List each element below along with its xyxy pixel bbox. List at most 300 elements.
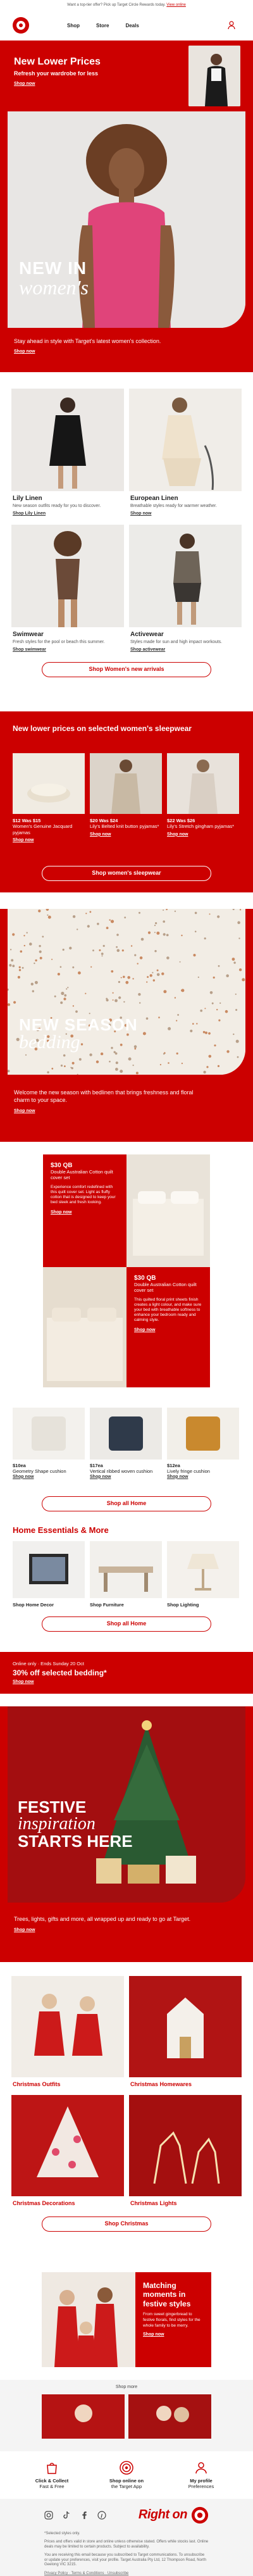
bedding-pattern-dot bbox=[63, 997, 66, 1000]
bedding-pattern-dot bbox=[113, 992, 114, 994]
shop-more-label: Shop more bbox=[115, 2385, 138, 2389]
home-decor-card[interactable] bbox=[13, 1541, 85, 1608]
bedding-pattern-dot bbox=[176, 1053, 178, 1054]
fine-print bbox=[0, 2529, 253, 2576]
bedding-pattern-dot bbox=[225, 1010, 228, 1013]
preheader-text: Want a top-tier offer? Pick up Target Circle Rewards today. bbox=[67, 3, 166, 7]
bedding-pattern-dot bbox=[19, 969, 21, 971]
bedding-pattern-dot bbox=[39, 951, 42, 953]
bedding-pattern-dot bbox=[121, 977, 122, 979]
bedding-pattern-dot bbox=[67, 987, 68, 988]
sleepwear-item-3[interactable] bbox=[167, 753, 239, 842]
bedding-pattern-dot bbox=[233, 961, 235, 963]
bedding-pattern-dot bbox=[204, 1008, 206, 1009]
sale-cta[interactable]: Shop now bbox=[13, 1680, 34, 1684]
cushion-price-3: $12ea bbox=[167, 1463, 180, 1468]
bedding-offers bbox=[0, 1154, 253, 1395]
bedding-pattern-dot bbox=[12, 965, 15, 967]
matching-body: From sweet gingerbread to festive florals, find styles for the whole family to be merry. bbox=[143, 2312, 201, 2328]
bedding-pattern-dot bbox=[181, 989, 184, 992]
cushion-image-1 bbox=[13, 1408, 85, 1460]
bedding-pattern-dot bbox=[132, 978, 133, 979]
sleepwear-desc-3: Lily's Stretch gingham pyjamas* bbox=[167, 823, 235, 830]
cushion-image-2 bbox=[90, 1408, 162, 1460]
european-linen-desc: Breathable styles ready for warmer weather. bbox=[130, 504, 217, 508]
bedding-pattern-dot bbox=[92, 949, 94, 951]
social-icons bbox=[44, 2511, 106, 2520]
bedding-pattern-dot bbox=[118, 996, 121, 999]
bedding-pattern-dot bbox=[90, 966, 92, 968]
sleepwear-desc-1: Women's Genuine Jacquard pyjamas bbox=[13, 823, 73, 835]
home-decor-image bbox=[13, 1541, 85, 1598]
facebook-icon[interactable] bbox=[80, 2511, 89, 2520]
bedding-pattern-dot bbox=[18, 976, 20, 979]
bedding-pattern-dot bbox=[24, 945, 25, 946]
bedding-pattern-dot bbox=[111, 970, 113, 973]
bedding-pattern-dot bbox=[118, 981, 120, 983]
bedding-cta[interactable]: Shop now bbox=[14, 1109, 35, 1114]
fine-print-2: Prices and offers valid in store and online unless otherwise stated. Offers while stocks last. Online deals may be limited to certain products. Subject to availability. bbox=[44, 2540, 209, 2549]
bed-offer-card-1[interactable] bbox=[43, 1154, 126, 1267]
european-linen-link[interactable]: Shop now bbox=[130, 511, 152, 516]
lower-prices-model-image bbox=[188, 46, 240, 106]
festive-cta[interactable]: Shop now bbox=[14, 1928, 35, 1933]
new-in-women-hero[interactable] bbox=[0, 111, 253, 372]
bedding-pattern-dot bbox=[204, 937, 206, 939]
bedding-pattern-dot bbox=[61, 992, 64, 995]
sleepwear-image-3 bbox=[167, 753, 239, 814]
bedding-pattern-dot bbox=[196, 1023, 197, 1024]
bedding-pattern-dot bbox=[190, 1030, 192, 1032]
bedding-pattern-dot bbox=[60, 1001, 63, 1004]
sleepwear-price-1: $12 Was $15 bbox=[13, 818, 41, 823]
furniture-image bbox=[90, 1541, 162, 1598]
women-headline-2: women's bbox=[19, 276, 89, 299]
target-logo-icon[interactable] bbox=[13, 17, 29, 34]
women-body-text: Stay ahead in style with Target's latest women's collection. bbox=[14, 338, 161, 344]
bedding-pattern-dot bbox=[193, 954, 195, 956]
christmas-outfits-image bbox=[11, 1976, 124, 2077]
home-essentials bbox=[0, 1525, 253, 1646]
bedding-pattern-dot bbox=[226, 1050, 229, 1053]
matching-moments[interactable] bbox=[0, 2272, 253, 2367]
european-linen-title: European Linen bbox=[130, 495, 178, 502]
bedding-pattern-dot bbox=[109, 919, 111, 920]
bedding-pattern-dot bbox=[218, 965, 220, 967]
bedding-pattern-dot bbox=[213, 977, 215, 979]
bedding-pattern-dot bbox=[157, 970, 159, 972]
women-headline-1: NEW IN bbox=[19, 258, 87, 278]
profile-icon bbox=[194, 2460, 209, 2475]
lily-linen-link[interactable]: Shop Lily Linen bbox=[13, 511, 46, 516]
service-sub-2: the Target App bbox=[111, 2484, 142, 2490]
lily-linen-desc: New season outfits ready for you to discover. bbox=[13, 504, 101, 508]
festive-body-text: Trees, lights, gifts and more, all wrapped up and ready to go at Target. bbox=[14, 1916, 191, 1922]
bedding-pattern-dot bbox=[89, 1013, 90, 1014]
bed-offer-image-1 bbox=[126, 1154, 210, 1267]
bedding-pattern-dot bbox=[218, 1020, 220, 1022]
bedding-pattern-dot bbox=[25, 1054, 27, 1056]
bedding-pattern-dot bbox=[106, 998, 108, 1000]
bedding-pattern-dot bbox=[143, 1032, 146, 1035]
bedding-sale-banner[interactable] bbox=[0, 1652, 253, 1694]
sleepwear-link-1[interactable]: Shop now bbox=[13, 838, 34, 843]
christmas-outfits-label[interactable]: Christmas Outfits bbox=[13, 2081, 61, 2087]
bedding-pattern-dot bbox=[39, 945, 40, 947]
service-sub-1: Fast & Free bbox=[39, 2484, 65, 2490]
bedding-pattern-dot bbox=[152, 972, 153, 973]
lighting-label[interactable]: Shop Lighting bbox=[167, 1602, 199, 1608]
bedding-pattern-dot bbox=[122, 949, 124, 951]
activewear-link[interactable]: Shop activewear bbox=[130, 647, 166, 653]
bedding-pattern-dot bbox=[22, 967, 24, 969]
bedding-pattern-dot bbox=[237, 921, 240, 924]
bedding-pattern-dot bbox=[161, 972, 164, 975]
bedding-pattern-dot bbox=[115, 1068, 118, 1071]
bedding-pattern-dot bbox=[101, 1053, 103, 1055]
shop-christmas-button[interactable]: Shop Christmas bbox=[42, 2216, 211, 2232]
bedding-pattern-dot bbox=[216, 1009, 218, 1010]
lighting-image bbox=[167, 1541, 239, 1598]
bedding-pattern-dot bbox=[214, 1044, 216, 1046]
bedding-pattern-dot bbox=[219, 1003, 221, 1004]
cushion-desc-3: Lively fringe cushion bbox=[167, 1468, 210, 1475]
bedding-pattern-dot bbox=[10, 949, 11, 950]
product-row-2 bbox=[0, 525, 253, 652]
bedding-pattern-dot bbox=[209, 913, 211, 915]
women-product-grid bbox=[0, 389, 253, 677]
cushion-card-1[interactable] bbox=[13, 1408, 85, 1479]
bedding-pattern-dot bbox=[203, 1031, 206, 1034]
activewear-desc: Styles made for sun and high impact workouts. bbox=[130, 640, 223, 645]
swimwear-title: Swimwear bbox=[13, 631, 44, 639]
nav-link-deals[interactable]: Deals bbox=[125, 22, 139, 28]
view-online-link[interactable]: View online bbox=[166, 3, 186, 7]
bedding-pattern-dot bbox=[73, 1005, 74, 1006]
bedding-pattern-dot bbox=[96, 1061, 99, 1063]
women-cta[interactable]: Shop now bbox=[14, 349, 35, 354]
bedding-pattern-dot bbox=[61, 1065, 63, 1066]
bed-offer-desc-1: Double Australian Cotton quilt cover set bbox=[51, 1169, 113, 1181]
christmas-lights-card[interactable] bbox=[129, 2095, 242, 2210]
christmas-row-1 bbox=[0, 1976, 253, 2091]
bedding-pattern-dot bbox=[71, 1067, 73, 1069]
bedding-pattern-dot bbox=[139, 1002, 140, 1003]
shop-all-home-button[interactable]: Shop all Home bbox=[42, 1496, 211, 1511]
christmas-outfits-card[interactable] bbox=[11, 1976, 124, 2091]
bedding-pattern-dot bbox=[116, 1061, 118, 1064]
bedding-pattern-dot bbox=[235, 994, 237, 995]
bedding-pattern-dot bbox=[240, 909, 241, 910]
bedding-pattern-dot bbox=[163, 990, 166, 993]
bedding-pattern-dot bbox=[154, 950, 156, 952]
fine-print-3: You are receiving this email because you subscribed to Target communications. To unsubscribe or update your preferences, visit your profile. Target Australia Pty Ltd, 12 Thompson Road, North Geelong VIC 3215. bbox=[44, 2553, 206, 2567]
bedding-pattern-dot bbox=[242, 978, 245, 981]
bedding-pattern-dot bbox=[175, 911, 176, 912]
bedding-pattern-dot bbox=[90, 911, 92, 913]
bedding-pattern-dot bbox=[131, 945, 132, 946]
bedding-pattern-dot bbox=[180, 961, 181, 963]
bedding-pattern-dot bbox=[133, 1065, 134, 1066]
bedding-pattern-dot bbox=[120, 1070, 123, 1073]
service-my-profile[interactable] bbox=[176, 2460, 226, 2490]
bedding-pattern-dot bbox=[238, 937, 240, 939]
sleepwear-item-1[interactable] bbox=[13, 753, 85, 842]
pinterest-icon[interactable] bbox=[97, 2511, 106, 2520]
bag-icon bbox=[44, 2460, 59, 2475]
product-row-1 bbox=[0, 389, 253, 516]
bedding-pattern-dot bbox=[48, 916, 51, 919]
bedding-pattern-dot bbox=[116, 934, 119, 936]
shop-more-image-1[interactable] bbox=[42, 2394, 125, 2439]
sale-big-text: 30% off selected bedding* bbox=[13, 1668, 107, 1677]
bedding-pattern-dot bbox=[9, 964, 11, 966]
furniture-card[interactable] bbox=[90, 1541, 162, 1608]
lower-prices-cta[interactable]: Shop now bbox=[14, 82, 35, 86]
swimwear-desc: Fresh styles for the pool or beach this summer. bbox=[13, 640, 105, 645]
footer bbox=[0, 2380, 253, 2576]
service-click-collect[interactable] bbox=[27, 2460, 77, 2490]
lower-prices-hero[interactable] bbox=[0, 41, 253, 111]
bedding-pattern-dot bbox=[117, 949, 120, 953]
bedding-pattern-dot bbox=[166, 956, 170, 960]
bedding-pattern-dot bbox=[20, 951, 23, 953]
home-decor-label[interactable]: Shop Home Decor bbox=[13, 1602, 54, 1608]
bedding-headline-1: NEW SEASON bbox=[19, 1015, 138, 1034]
bedding-pattern-dot bbox=[232, 958, 235, 961]
bedding-pattern-dot bbox=[64, 994, 66, 997]
bed-offer-desc-2: Double Australian Cotton quilt cover set bbox=[134, 1282, 197, 1294]
bedding-pattern-dot bbox=[217, 915, 219, 918]
sleepwear-title: New lower prices on selected women's sleepwear bbox=[13, 724, 192, 733]
activewear-image bbox=[129, 525, 242, 627]
fine-print-links[interactable]: Privacy Policy · Terms & Conditions · Unsubscribe bbox=[44, 2571, 129, 2575]
bedding-pattern-dot bbox=[109, 1061, 111, 1063]
sleepwear-image-2 bbox=[90, 753, 162, 814]
activewear-title: Activewear bbox=[130, 631, 164, 639]
bedding-pattern-dot bbox=[72, 1062, 75, 1065]
sleepwear-section bbox=[0, 711, 253, 892]
bedding-pattern-dot bbox=[75, 1010, 78, 1013]
shop-more-images bbox=[0, 2389, 253, 2439]
sale-small-text: Online only · Ends Sunday 20 Oct bbox=[13, 1661, 84, 1666]
bedding-pattern-dot bbox=[116, 946, 118, 948]
bedding-pattern-dot bbox=[34, 963, 35, 964]
bedding-pattern-dot bbox=[97, 923, 99, 925]
bedding-pattern-dot bbox=[13, 1001, 16, 1004]
bed-offer-body-2: This quilted floral print sheets finish creates a light colour, and make sure your bed with breathable softness to enhance your bedroom ready and calming style. bbox=[134, 1297, 202, 1323]
bedding-pattern-dot bbox=[38, 910, 40, 912]
nav-link-store[interactable]: Store bbox=[96, 22, 109, 28]
service-label-1: Click & Collect bbox=[35, 2478, 69, 2484]
cushion-card-2[interactable] bbox=[90, 1408, 162, 1479]
bedding-pattern-dot bbox=[155, 922, 157, 924]
bedding-pattern-dot bbox=[29, 942, 32, 946]
bedding-pattern-dot bbox=[156, 932, 159, 935]
header-nav bbox=[0, 10, 253, 41]
bedding-pattern-dot bbox=[209, 1055, 212, 1058]
bedding-pattern-dot bbox=[47, 1072, 49, 1073]
bedding-pattern-dot bbox=[128, 1058, 132, 1061]
bedding-pattern-dot bbox=[198, 977, 199, 978]
furniture-label[interactable]: Shop Furniture bbox=[90, 1602, 124, 1608]
bed-offer-cta-2[interactable]: Shop now bbox=[134, 1328, 156, 1333]
bedding-pattern-dot bbox=[11, 959, 13, 961]
bed-offer-card-2[interactable] bbox=[126, 1267, 210, 1387]
swimwear-link[interactable]: Shop swimwear bbox=[13, 647, 46, 653]
sleepwear-item-2[interactable] bbox=[90, 753, 162, 842]
lighting-card[interactable] bbox=[167, 1541, 239, 1608]
shop-sleepwear-button[interactable]: Shop women's sleepwear bbox=[42, 866, 211, 881]
bedding-body-text: Welcome the new season with bedlinen that brings freshness and floral charm to your space. bbox=[14, 1089, 194, 1104]
cushion-desc-1: Geometry Shape cushion bbox=[13, 1468, 66, 1475]
nav-link-shop[interactable]: Shop bbox=[67, 22, 80, 28]
bedding-pattern-dot bbox=[47, 915, 48, 916]
bedding-pattern-dot bbox=[163, 933, 166, 935]
product-card-european-linen[interactable] bbox=[129, 389, 242, 516]
bedding-pattern-dot bbox=[203, 1071, 206, 1073]
bedding-pattern-dot bbox=[153, 979, 155, 981]
bedding-pattern-dot bbox=[27, 932, 28, 934]
bedding-pattern-dot bbox=[195, 912, 197, 915]
service-target-app[interactable] bbox=[101, 2460, 152, 2490]
bedding-pattern-dot bbox=[113, 999, 114, 1001]
new-season-bedding-hero[interactable] bbox=[0, 909, 253, 1142]
christmas-homewares-card[interactable] bbox=[129, 1976, 242, 2091]
bedding-pattern-dot bbox=[85, 993, 86, 994]
product-card-lily-linen[interactable] bbox=[11, 389, 124, 516]
bedding-pattern-dot bbox=[148, 932, 151, 934]
fine-print-1: *Selected styles only. bbox=[44, 2531, 80, 2535]
bedding-pattern-dot bbox=[85, 913, 87, 914]
cushion-price-2: $17ea bbox=[90, 1463, 103, 1468]
social-and-brand-row bbox=[0, 2499, 253, 2529]
bedding-pattern-dot bbox=[87, 925, 90, 927]
bedding-pattern-dot bbox=[182, 1063, 183, 1064]
sleepwear-image-1 bbox=[13, 753, 85, 814]
festive-inspiration-hero[interactable] bbox=[0, 1706, 253, 1962]
cushion-link-1[interactable]: Shop now bbox=[13, 1474, 34, 1479]
bedding-pattern-dot bbox=[102, 955, 103, 956]
bedding-pattern-dot bbox=[218, 1065, 219, 1067]
target-bullseye-logo-icon bbox=[191, 2506, 209, 2524]
lower-prices-title: New Lower Prices bbox=[14, 56, 101, 67]
bedding-pattern-dot bbox=[64, 1065, 66, 1067]
bedding-pattern-dot bbox=[63, 1054, 66, 1057]
cushion-link-3[interactable]: Shop now bbox=[167, 1474, 188, 1479]
bedding-pattern-dot bbox=[236, 1040, 239, 1043]
cushion-card-3[interactable] bbox=[167, 1408, 239, 1479]
bed-offer-price-1: $30 QB bbox=[51, 1162, 73, 1169]
product-card-swimwear[interactable] bbox=[11, 525, 124, 652]
festive-headline-1: FESTIVE bbox=[18, 1798, 87, 1816]
sleepwear-link-3[interactable]: Shop now bbox=[167, 832, 188, 837]
instagram-icon[interactable] bbox=[44, 2511, 53, 2520]
bedding-pattern-dot bbox=[233, 1034, 234, 1035]
bedding-pattern-dot bbox=[23, 935, 25, 936]
services-row bbox=[0, 2451, 253, 2499]
bedding-pattern-dot bbox=[138, 993, 140, 996]
bedding-pattern-dot bbox=[158, 1016, 160, 1018]
bedding-pattern-dot bbox=[42, 936, 44, 938]
essentials-shop-all-home-button[interactable]: Shop all Home bbox=[42, 1616, 211, 1632]
bedding-pattern-dot bbox=[176, 1020, 177, 1022]
christmas-lights-image bbox=[129, 2095, 242, 2196]
bedding-pattern-dot bbox=[12, 933, 15, 935]
christmas-lights-label[interactable]: Christmas Lights bbox=[130, 2200, 177, 2206]
bedding-pattern-dot bbox=[79, 1058, 82, 1061]
bed-offer-cta-1[interactable]: Shop now bbox=[51, 1210, 72, 1215]
bedding-pattern-dot bbox=[166, 934, 169, 937]
bedding-pattern-dot bbox=[32, 990, 34, 992]
product-card-activewear[interactable] bbox=[129, 525, 242, 652]
cushion-link-2[interactable]: Shop now bbox=[90, 1474, 111, 1479]
bedding-pattern-dot bbox=[210, 991, 213, 994]
bedding-pattern-dot bbox=[124, 916, 126, 918]
bedding-pattern-dot bbox=[77, 928, 78, 930]
bedding-pattern-dot bbox=[205, 1032, 207, 1034]
bed-offer-price-2: $30 QB bbox=[134, 1275, 156, 1282]
sleepwear-link-2[interactable]: Shop now bbox=[90, 832, 111, 837]
sleepwear-price-2: $20 Was $24 bbox=[90, 818, 118, 823]
bedding-pattern-dot bbox=[58, 973, 60, 975]
shop-women-new-arrivals-button[interactable]: Shop Women's new arrivals bbox=[42, 662, 211, 677]
christmas-homewares-label[interactable]: Christmas Homewares bbox=[130, 2081, 192, 2087]
bedding-pattern-dot bbox=[31, 983, 34, 985]
christmas-decorations-label[interactable]: Christmas Decorations bbox=[13, 2200, 75, 2206]
bedding-pattern-dot bbox=[235, 1009, 237, 1011]
bedding-pattern-dot bbox=[63, 949, 65, 951]
cushion-price-1: $10ea bbox=[13, 1463, 26, 1468]
bedding-pattern-dot bbox=[123, 976, 125, 979]
cushion-desc-2: Vertical ribbed woven cushion bbox=[90, 1468, 153, 1475]
shop-more-image-2[interactable] bbox=[128, 2394, 211, 2439]
cushions-row bbox=[0, 1408, 253, 1490]
service-label-3: My profile bbox=[190, 2478, 213, 2484]
lower-prices-subtitle: Refresh your wardrobe for less bbox=[14, 70, 99, 77]
bedding-pattern-dot bbox=[140, 956, 143, 960]
bedding-pattern-dot bbox=[123, 1001, 125, 1003]
sleepwear-price-3: $22 Was $26 bbox=[167, 818, 195, 823]
user-account-icon[interactable] bbox=[228, 21, 235, 30]
christmas-homewares-image bbox=[129, 1976, 242, 2077]
bedding-pattern-dot bbox=[192, 1023, 194, 1025]
bedding-pattern-dot bbox=[114, 999, 118, 1003]
bedding-pattern-dot bbox=[163, 1053, 165, 1055]
bedding-pattern-dot bbox=[147, 976, 149, 978]
christmas-decorations-card[interactable] bbox=[11, 2095, 124, 2210]
bedding-pattern-dot bbox=[146, 982, 147, 983]
target-app-icon bbox=[119, 2460, 134, 2475]
bedding-pattern-dot bbox=[239, 1071, 241, 1073]
bed-offer-body-1: Experience comfort redefined with this quilt cover set. Light as fluffy cotton that is designed to keep your bed sleek and fresh looking. bbox=[51, 1184, 116, 1205]
lily-linen-title: Lily Linen bbox=[13, 495, 42, 502]
bedding-pattern-dot bbox=[111, 920, 114, 923]
bedding-pattern-dot bbox=[208, 1032, 211, 1035]
righton-wordmark: Right on bbox=[138, 2508, 187, 2522]
tiktok-icon[interactable] bbox=[62, 2511, 71, 2520]
bedding-pattern-dot bbox=[206, 1066, 208, 1068]
bedding-pattern-dot bbox=[157, 973, 160, 977]
christmas-row-2 bbox=[0, 2095, 253, 2210]
matching-cta[interactable]: Shop now bbox=[143, 2332, 164, 2337]
nav-links bbox=[67, 23, 139, 28]
bedding-pattern-dot bbox=[19, 966, 21, 968]
bedding-pattern-dot bbox=[154, 932, 156, 933]
festive-headline-2: inspiration bbox=[18, 1814, 96, 1834]
home-essentials-title: Home Essentials & More bbox=[13, 1525, 109, 1535]
lily-linen-image bbox=[11, 389, 124, 491]
